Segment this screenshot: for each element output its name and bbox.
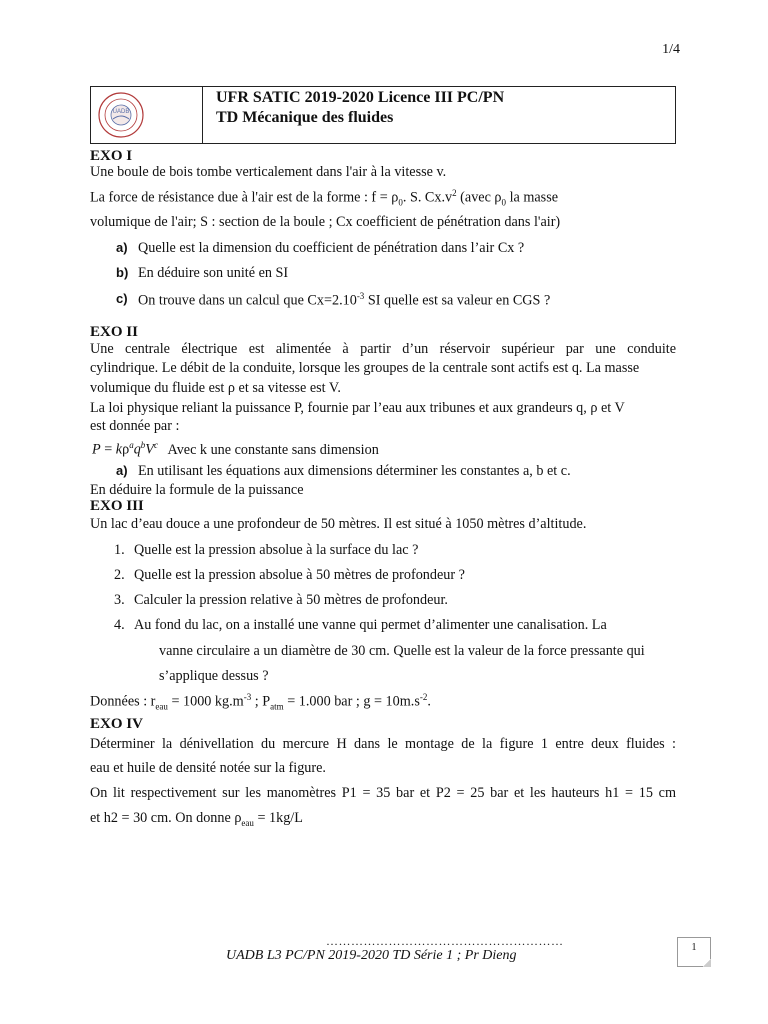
exo3-item-4-text: Au fond du lac, on a installé une vanne qui permet d’alimenter une canalisation. La xyxy=(134,617,607,633)
exo1-title: EXO I xyxy=(90,148,133,164)
exo3-item-1-num: 1. xyxy=(114,542,125,558)
exo1-line1: Une boule de bois tombe verticalement dans l'air à la vitesse v. xyxy=(90,164,447,180)
exo3-data xyxy=(90,692,431,712)
exo1-line2 xyxy=(90,188,558,208)
exo1-line2-part-a: La force de résistance due à l'air est de la forme : f = ρ xyxy=(90,189,399,206)
exo3-item-3-num: 3. xyxy=(114,592,125,608)
exo2-line1: Une centrale électrique est alimentée à partir d’un réservoir supérieur par une conduite xyxy=(90,341,676,357)
exo1-line2-sup: 2 xyxy=(452,188,457,198)
exo2-line5: est donnée par : xyxy=(90,418,180,434)
page-box: 1 xyxy=(677,937,711,967)
exo3-item-2-text: Quelle est la pression absolue à 50 mètres de profondeur ? xyxy=(134,567,465,583)
exo1-item-c-part-b: SI quelle est sa valeur en CGS ? xyxy=(364,292,551,309)
exo1-item-c-sup: -3 xyxy=(356,291,365,301)
exo1-line3: volumique de l'air; S : section de la boule ; Cx coefficient de pénétration dans l'air) xyxy=(90,214,561,230)
exo1-line2-part-c: (avec ρ xyxy=(456,189,502,206)
footer-dots: ………………………………………………… xyxy=(326,934,564,948)
exo1-line2-part-d: la masse xyxy=(506,189,559,206)
exo4-line4-part-a: et h2 = 30 cm. On donne ρ xyxy=(90,810,242,826)
exo4-line4 xyxy=(90,810,303,828)
footer-text: UADB L3 PC/PN 2019-2020 TD Série 1 ; Pr Dieng xyxy=(226,948,517,963)
exo3-item-4-cont2: s’applique dessus ? xyxy=(159,668,269,684)
exo1-line2-part-b: . S. Cx.v xyxy=(402,189,453,206)
exo2-item-a-letter: a) xyxy=(116,463,128,478)
exo1-item-a-letter: a) xyxy=(116,240,128,255)
exo3-line1: Un lac d’eau douce a une profondeur de 50 mètres. Il est situé à 1050 mètres d’altitude. xyxy=(90,516,587,532)
exo2-item-a-text: En utilisant les équations aux dimensions déterminer les constantes a, b et c. xyxy=(138,463,571,479)
logo-text: UADB xyxy=(112,109,130,115)
exo3-data-sub1: eau xyxy=(155,701,168,712)
exo3-data-part-c: ; P xyxy=(251,693,271,710)
exo2-line-after: En déduire la formule de la puissance xyxy=(90,482,304,498)
exo2-line3: volumique du fluide est ρ et sa vitesse est V. xyxy=(90,380,341,396)
exo3-item-2-num: 2. xyxy=(114,567,125,583)
exo4-line4-sub: eau xyxy=(241,817,254,828)
exo3-item-1-text: Quelle est la pression absolue à la surface du lac ? xyxy=(134,542,419,558)
exo3-data-sub2: atm xyxy=(270,701,284,712)
exo1-item-c-part-a: On trouve dans un calcul que Cx=2.10 xyxy=(138,292,357,309)
university-logo-icon xyxy=(91,87,203,143)
exo1-line2-sub: 0 xyxy=(398,197,403,208)
header-title: UFR SATIC 2019-2020 Licence III PC/PN xyxy=(216,89,505,106)
exo2-title: EXO II xyxy=(90,324,138,340)
page-number: 1/4 xyxy=(662,42,680,57)
exo4-title: EXO IV xyxy=(90,716,143,732)
exo1-item-a-text: Quelle est la dimension du coefficient de pénétration dans l’air Cx ? xyxy=(138,240,525,256)
exo3-data-sup1: -3 xyxy=(243,692,252,702)
exo3-data-part-d: = 1.000 bar ; g = 10m.s xyxy=(283,693,420,710)
exo3-item-3-text: Calculer la pression relative à 50 mètres de profondeur. xyxy=(134,592,448,608)
exo3-data-part-b: = 1000 kg.m xyxy=(167,693,244,710)
exo1-item-c-text xyxy=(138,291,550,310)
exo1-item-b-letter: b) xyxy=(116,265,129,280)
logo-cell xyxy=(91,87,203,143)
header-subtitle: TD Mécanique des fluides xyxy=(216,109,394,126)
header-box xyxy=(90,86,676,144)
exo2-line4: La loi physique reliant la puissance P, fournie par l’eau aux tribunes et aux grandeurs q, ρ et V xyxy=(90,400,625,416)
exo1-line2-sub2: 0 xyxy=(501,197,507,208)
formula-note: Avec k une constante sans dimension xyxy=(167,441,379,458)
exo3-item-4-num: 4. xyxy=(114,617,125,633)
exo1-item-b-text: En déduire son unité en SI xyxy=(138,265,289,281)
exo3-item-4-cont1: vanne circulaire a un diamètre de 30 cm. Quelle est la valeur de la force pressante qui xyxy=(159,643,645,659)
exo3-data-part-e: . xyxy=(427,693,431,710)
exo3-data-part-a: Données : r xyxy=(90,693,156,710)
power-formula: $P = k\rho^aq^bV^c$ Avec k une constante sans dimension xyxy=(92,440,379,458)
exo4-line1: Déterminer la dénivellation du mercure H dans le montage de la figure 1 entre deux fluides : xyxy=(90,736,676,752)
exo4-line4-part-b: = 1kg/L xyxy=(253,810,303,826)
exo4-line2: eau et huile de densité notée sur la figure. xyxy=(90,760,326,776)
exo4-line3: On lit respectivement sur les manomètres P1 = 35 bar et P2 = 25 bar et les hauteurs h1 = 15 cm xyxy=(90,785,676,801)
exo1-item-c-letter: c) xyxy=(116,291,128,306)
exo2-line2: cylindrique. Le débit de la conduite, lorsque les groupes de la centrale sont actifs est q. La masse xyxy=(90,360,640,376)
exo3-data-sup2: -2 xyxy=(419,692,428,702)
exo3-title: EXO III xyxy=(90,498,144,514)
